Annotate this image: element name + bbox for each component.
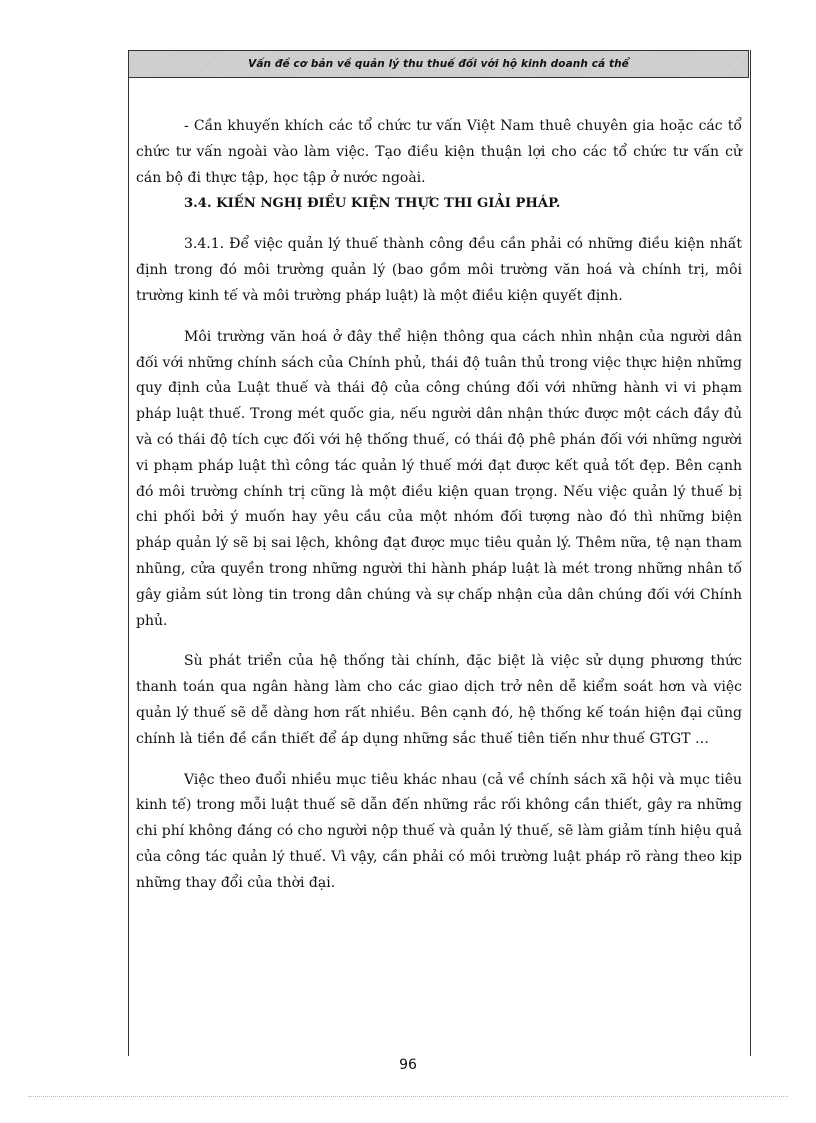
paragraph-consultants: - Cần khuyến khích các tổ chức tư vấn Việt Nam thuê chuyên gia hoặc các tổ chức tư vấn ngoài vào làm việc. Tạo điều kiện thuận lợi cho các tổ chức tư vấn cử cán bộ đi thực tập, học tập ở nước ngoài. bbox=[136, 118, 742, 186]
page-number: 96 bbox=[399, 1057, 417, 1073]
paragraph-cultural-environment: Môi trường văn hoá ở đây thể hiện thông qua cách nhìn nhận của người dân đối với những chính sách của Chính phủ, thái độ tuân thủ trong việc thực hiện những quy định của Luật thuế và thái độ của công chúng đối với những hành vi vi phạm pháp luật thuế. Trong mét quốc gia, nếu người dân nhận thức được một cách đầy đủ và có thái độ tích cực đối với hệ thống thuế, có thái độ phê phán đối với những người vi phạm pháp luật thì công tác quản lý thuế mới đạt được kết quả tốt đẹp. Bên cạnh đó môi trường chính trị cũng là một điều kiện quan trọng. Nếu việc quản lý thuế bị chi phối bởi ý muốn hay yêu cầu của một nhóm đối tượng nào đó thì những biện pháp quản lý sẽ bị sai lệch, không đạt được mục tiêu quản lý. Thêm nữa, tệ nạn tham nhũng, cửa quyền trong những người thi hành pháp luật là mét trong những nhân tố gây giảm sút lòng tin trong dân chúng và sự chấp nhận của dân chúng đối với Chính phủ. bbox=[136, 328, 742, 629]
paragraph-financial-system: Sù phát triển của hệ thống tài chính, đặc biệt là việc sử dụng phương thức thanh toán qua ngân hàng làm cho các giao dịch trở nên dễ kiểm soát hơn và việc quản lý thuế sẽ dễ dàng hơn rất nhiều. Bên cạnh đó, hệ thống kế toán hiện đại cũng chính là tiền đề cần thiết để áp dụng những sắc thuế tiên tiến như thuế GTGT … bbox=[136, 653, 742, 747]
section-heading: 3.4. KIẾN NGHỊ ĐIỀU KIỆN THỰC THI GIẢI PHÁP. bbox=[184, 196, 561, 212]
paragraph-legal-environment: Việc theo đuổi nhiều mục tiêu khác nhau (cả về chính sách xã hội và mục tiêu kinh tế) trong mỗi luật thuế sẽ dẫn đến những rắc rối không cần thiết, gây ra những chi phí không đáng có cho người nộp thuế và quản lý thuế, sẽ làm giảm tính hiệu quả của công tác quản lý thuế. Vì vậy, cần phải có môi trường luật pháp rõ ràng theo kịp những thay đổi của thời đại. bbox=[136, 771, 742, 891]
paragraph-conditions: 3.4.1. Để việc quản lý thuế thành công đều cần phải có những điều kiện nhất định trong đó môi trường quản lý (bao gồm môi trường văn hoá và chính trị, môi trường kinh tế và môi trường pháp luật) là một điều kiện quyết định. bbox=[136, 236, 742, 304]
document-body bbox=[136, 114, 742, 897]
running-header bbox=[128, 50, 749, 78]
header-title: Vấn đề cơ bản về quản lý thu thuế đối với hộ kinh doanh cá thể bbox=[248, 58, 629, 70]
bottom-divider bbox=[28, 1096, 788, 1097]
